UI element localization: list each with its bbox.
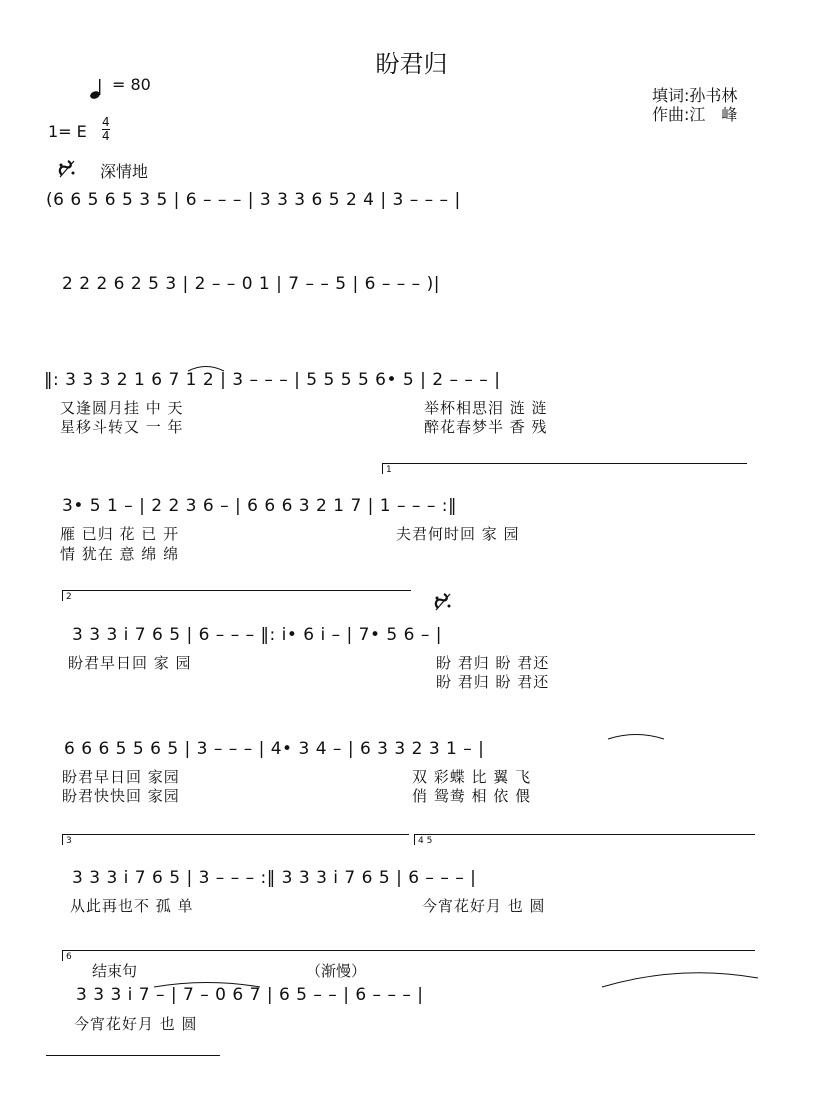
song-title: 盼君归 bbox=[375, 50, 448, 78]
volta-bracket-2: 2 bbox=[62, 590, 411, 601]
lyricist: 填词:孙书林 bbox=[652, 86, 738, 105]
volta-bracket-6: 6 bbox=[62, 950, 755, 961]
slur bbox=[606, 730, 666, 740]
lyrics-line-5-verse-1-b: 盼 君归 盼 君还 bbox=[436, 654, 550, 672]
notation-line-3: ‖: 3 3 3 2 1 6 7 1 2 | 3 – – – | 5 5 5 5 6• 5 | 2 – – – | bbox=[44, 370, 501, 390]
lyrics-line-3-verse-2-b: 醉花春梦半 香 残 bbox=[424, 418, 548, 436]
lyrics-line-3-verse-2: 星移斗转又 一 年 bbox=[60, 418, 184, 436]
lyrics-line-4-verse-2: 情 犹在 意 绵 绵 bbox=[60, 545, 180, 563]
slur bbox=[186, 362, 226, 372]
key-signature: 1= E bbox=[48, 122, 87, 141]
lyrics-line-4-verse-1: 雁 已归 花 已 开 bbox=[60, 525, 180, 543]
lyrics-line-7-verse-1-b: 今宵花好月 也 圆 bbox=[422, 897, 546, 915]
lyrics-line-3-verse-1-b: 举杯相思泪 涟 涟 bbox=[424, 399, 548, 417]
lyrics-line-8-verse-1: 今宵花好月 也 圆 bbox=[74, 1015, 198, 1033]
notation-line-7: 3 3 3 i 7 6 5 | 3 – – – :‖ 3 3 3 i 7 6 5 | 6 – – – | bbox=[72, 868, 477, 888]
segno-icon bbox=[58, 157, 76, 181]
lyrics-line-4-verse-1-b: 夫君何时回 家 园 bbox=[396, 525, 520, 543]
notation-line-8: 3 3 3 i 7 – | 7 – 0 6 7 | 6 5 – – | 6 – – – | bbox=[76, 985, 424, 1005]
volta-bracket-4-5: 4 5 bbox=[414, 834, 755, 845]
tempo-text: = 80 bbox=[112, 75, 151, 94]
lyrics-line-7-verse-1: 从此再也不 孤 单 bbox=[70, 897, 194, 915]
notation-line-6: 6 6 6 5 5 6 5 | 3 – – – | 4• 3 4 – | 6 3 3 2 3 1 – | bbox=[64, 739, 485, 759]
lyrics-line-5-verse-2-b: 盼 君归 盼 君还 bbox=[436, 673, 550, 691]
notation-line-4: 3• 5 1 – | 2 2 3 6 – | 6 6 6 3 2 1 7 | 1 – – – :‖ bbox=[62, 496, 457, 516]
notation-line-5: 3 3 3 i 7 6 5 | 6 – – – ‖: i• 6 i – | 7• 5 6 – | bbox=[72, 625, 442, 645]
slur bbox=[600, 970, 760, 988]
segno-icon bbox=[434, 590, 452, 614]
lyrics-line-6-verse-2-b: 俏 鸳鸯 相 依 偎 bbox=[412, 787, 532, 805]
lyrics-line-6-verse-1: 盼君早日回 家园 bbox=[62, 768, 180, 786]
time-signature: 4 4 bbox=[102, 115, 110, 143]
ritardando-mark: （渐慢） bbox=[306, 962, 367, 980]
footnote-rule bbox=[46, 1055, 220, 1056]
volta-bracket-1: 1 bbox=[382, 463, 747, 474]
notation-line-1: (6 6 5 6 5 3 5 | 6 – – – | 3 3 3 6 5 2 4 | 3 – – – | bbox=[46, 190, 461, 210]
lyrics-line-6-verse-2: 盼君快快回 家园 bbox=[62, 787, 180, 805]
quarter-note-icon bbox=[88, 77, 112, 101]
expression-mark: 深情地 bbox=[100, 162, 149, 181]
volta-bracket-3: 3 bbox=[62, 834, 409, 845]
lyrics-line-3-verse-1: 又逢圆月挂 中 天 bbox=[60, 399, 184, 417]
lyrics-line-6-verse-1-b: 双 彩蝶 比 翼 飞 bbox=[412, 768, 532, 786]
coda-label: 结束句 bbox=[92, 962, 138, 980]
notation-line-2: 2 2 2 6 2 5 3 | 2 – – 0 1 | 7 – – 5 | 6 – – – )| bbox=[62, 274, 440, 294]
lyrics-line-5-verse-1: 盼君早日回 家 园 bbox=[68, 654, 192, 672]
composer: 作曲:江 峰 bbox=[652, 105, 738, 124]
